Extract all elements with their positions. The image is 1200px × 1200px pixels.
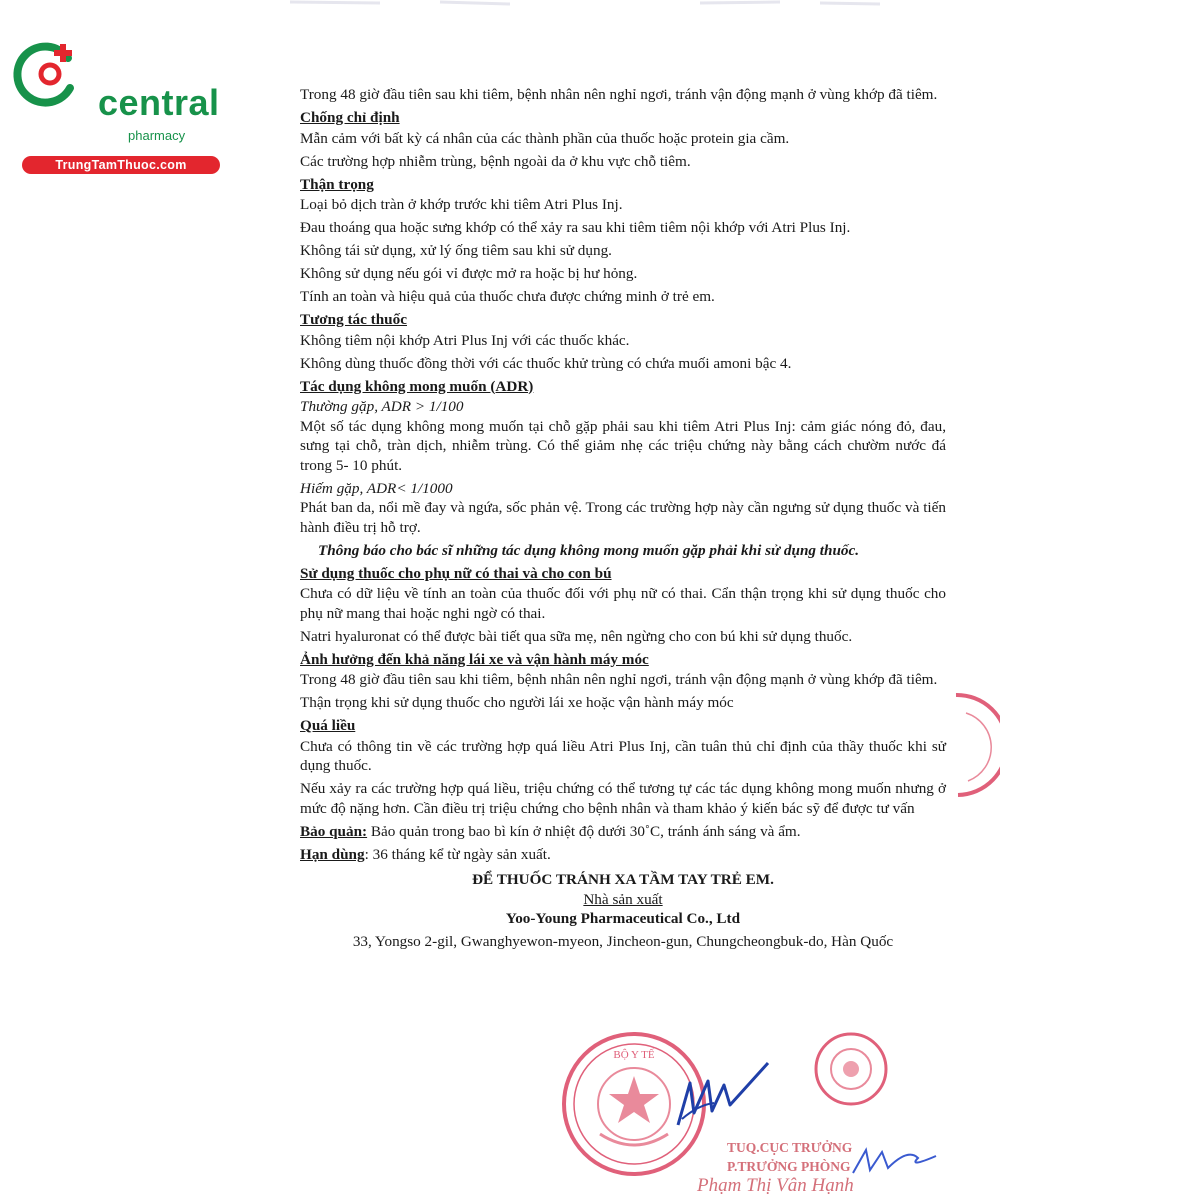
precaution-line: Không sử dụng nếu gói vỉ được mở ra hoặc bị hư hỏng.: [300, 265, 638, 282]
pharmacy-cross-icon: [12, 38, 84, 110]
svg-text:BỘ Y TẾ: BỘ Y TẾ: [613, 1049, 655, 1061]
signatory-name: Phạm Thị Vân Hạnh: [697, 1175, 854, 1196]
expiry-label: Hạn dùng: [300, 845, 365, 863]
adr-heading: Tác dụng không mong muốn (ADR): [300, 377, 534, 395]
driving-line: Thận trọng khi sử dụng thuốc cho người lái xe hoặc vận hành máy móc: [300, 694, 734, 711]
storage-label: Bảo quản:: [300, 822, 368, 840]
contraindication-line: Mẫn cảm với bất kỳ cá nhân của các thành phần của thuốc hoặc protein gia cầm.: [300, 129, 790, 147]
interaction-line: Không tiêm nội khớp Atri Plus Inj với các thuốc khác.: [300, 331, 630, 349]
driving-line: Trong 48 giờ đầu tiên sau khi tiêm, bệnh nhân nên nghỉ ngơi, tránh vận động mạnh ở vùng khớp đã tiêm.: [300, 671, 938, 688]
manufacturer-name: Yoo-Young Pharmaceutical Co., Ltd: [505, 910, 741, 927]
leaflet-document: [300, 85, 946, 951]
manufacturer-label: Nhà sản xuất: [583, 890, 663, 908]
adr-common-label: Thường gặp, ADR > 1/100: [300, 398, 464, 415]
central-pharmacy-logo[interactable]: [10, 38, 220, 172]
driving-heading: Ảnh hưởng đến khả năng lái xe và vận hành máy móc: [300, 650, 649, 668]
child-warning: ĐỂ THUỐC TRÁNH XA TẦM TAY TRẺ EM.: [472, 871, 774, 888]
storage-paragraph: [300, 822, 946, 842]
adr-notice: Thông báo cho bác sĩ những tác dụng không mong muốn gặp phải khi sử dụng thuốc.: [318, 541, 860, 559]
signatory-title-line2: P.TRƯỞNG PHÒNG: [727, 1159, 851, 1174]
secondary-seal: [812, 1030, 890, 1108]
interaction-line: Không dùng thuốc đồng thời với các thuốc khử trùng có chứa muối amoni bậc 4.: [300, 354, 792, 372]
logo-brand-text: central: [98, 82, 220, 123]
partial-seal: [948, 685, 1000, 805]
precaution-line: Đau thoáng qua hoặc sưng khớp có thể xảy ra sau khi tiêm tiêm nội khớp với Atri Plus Inj.: [300, 219, 851, 236]
signatory-title: [727, 1138, 852, 1176]
precaution-line: Không tái sử dụng, xử lý ống tiêm sau khi sử dụng.: [300, 242, 612, 259]
adr-rare-text: Phát ban da, nổi mề đay và ngứa, sốc phản vệ. Trong các trường hợp này cần ngưng sử dụng thuốc và tiến hành điều trị hỗ trợ.: [300, 499, 946, 536]
storage-text: Bảo quản trong bao bì kín ở nhiệt độ dưới 30˚C, tránh ánh sáng và ẩm.: [367, 822, 801, 840]
pregnancy-line: Natri hyaluronat có thể được bài tiết qua sữa mẹ, nên ngừng cho con bú khi sử dụng thuốc.: [300, 627, 853, 645]
interactions-heading: Tương tác thuốc: [300, 311, 407, 328]
contraindication-line: Các trường hợp nhiễm trùng, bệnh ngoài da ở khu vực chỗ tiêm.: [300, 152, 691, 170]
scan-artifact: [180, 0, 1000, 10]
adr-rare-label: Hiếm gặp, ADR< 1/1000: [300, 479, 453, 497]
overdose-heading: Quá liều: [300, 717, 356, 734]
logo-url-badge[interactable]: TrungTamThuoc.com: [22, 156, 220, 174]
contraindications-heading: Chống chỉ định: [300, 109, 400, 126]
overdose-line: Chưa có thông tin về các trường hợp quá liều Atri Plus Inj, cần tuân thủ chỉ định của thầy thuốc khi sử dụng thuốc.: [300, 737, 946, 774]
signature-scribble: [668, 1055, 778, 1135]
expiry-text: : 36 tháng kể từ ngày sản xuất.: [364, 845, 551, 863]
intro-paragraph: Trong 48 giờ đầu tiên sau khi tiêm, bệnh nhân nên nghỉ ngơi, tránh vận động mạnh ở vùng khớp đã tiêm.: [300, 86, 938, 103]
logo-sub-text: pharmacy: [128, 128, 186, 143]
precaution-line: Loại bỏ dịch tràn ở khớp trước khi tiêm Atri Plus Inj.: [300, 196, 623, 213]
manufacturer-address: 33, Yongso 2-gil, Gwanghyewon-myeon, Jincheon-gun, Chungcheongbuk-do, Hàn Quốc: [352, 932, 894, 950]
pregnancy-line: Chưa có dữ liệu về tính an toàn của thuốc đối với phụ nữ có thai. Cẩn thận trọng khi sử dụng thuốc cho phụ nữ mang thai hoặc nghi ngờ có thai.: [300, 585, 946, 622]
overdose-line: Nếu xảy ra các trường hợp quá liều, triệu chứng có thể tương tự các tác dụng không mong muốn nhưng ở mức độ nặng hơn. Cần điều trị triệu chứng cho bệnh nhân và tham khảo ý kiến bác sỹ để được tư vấn: [300, 780, 946, 817]
expiry-paragraph: [300, 845, 946, 865]
adr-common-text: Một số tác dụng không mong muốn tại chỗ gặp phải sau khi tiêm Atri Plus Inj: cảm giác nóng đỏ, đau, sưng tại chỗ, tràn dịch, nhiễm trùng. Có thể giảm nhẹ các triệu chứng này bằng cách chườm nước đá trong 5- 10 phút.: [300, 417, 946, 474]
pregnancy-heading: Sử dụng thuốc cho phụ nữ có thai và cho con bú: [300, 564, 612, 582]
signatory-title-line1: TUQ.CỤC TRƯỞNG: [727, 1140, 853, 1155]
precaution-line: Tính an toàn và hiệu quả của thuốc chưa được chứng minh ở trẻ em.: [300, 288, 715, 305]
precautions-heading: Thận trọng: [300, 175, 374, 193]
initials-scribble: [848, 1138, 943, 1183]
